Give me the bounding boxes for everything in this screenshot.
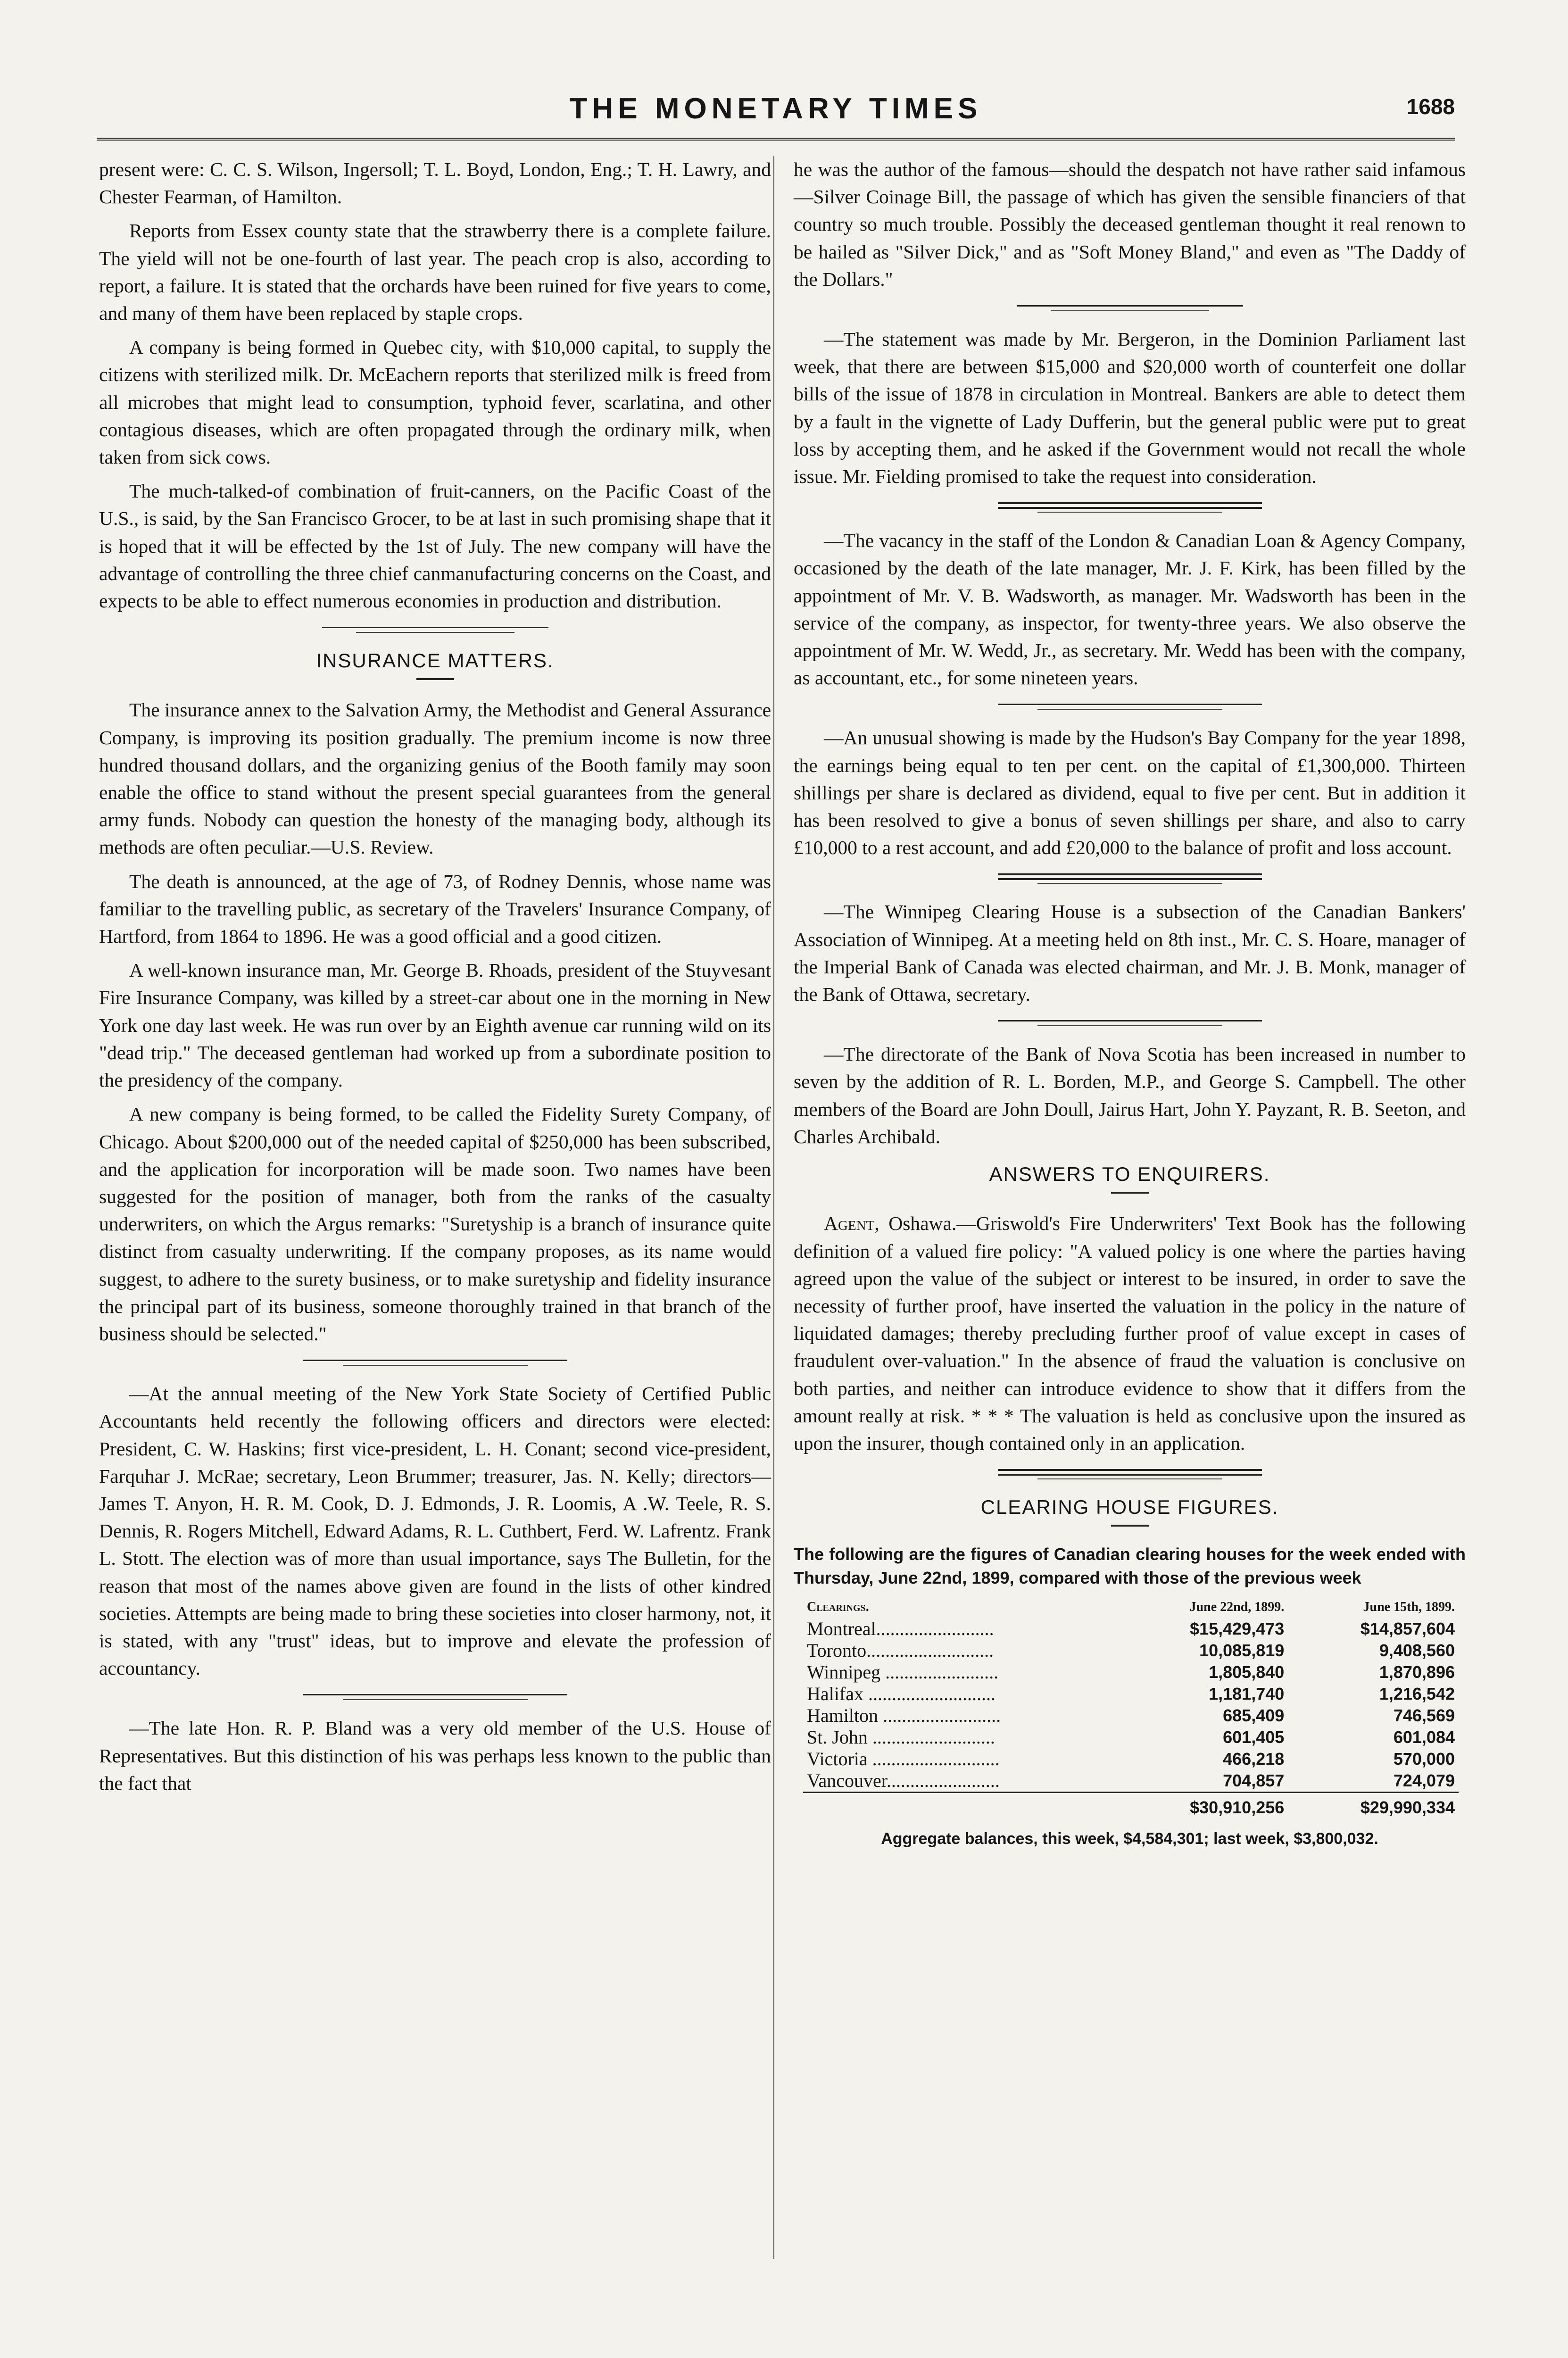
- article-paragraph: A company is being formed in Quebec city, with $10,000 capital, to supply the citizens with sterilized milk. Dr. McEachern reports that sterilized milk is freed from all microbes that might lead to consumption, typhoid fever, scarlatina, and other contagious diseases, which are often propagated through the ordinary milk, when taken from sick cows.: [99, 336, 771, 468]
- article-paragraph: —The late Hon. R. P. Bland was a very old member of the U.S. House of Representatives. But this distinction of his was perhaps less known to the public than the fact that: [99, 1717, 771, 1794]
- publication-title: THE MONETARY TIMES: [569, 92, 982, 125]
- answer-text: , Oshawa.—Griswold's Fire Underwriters' Text Book has the following definition of a valued fire policy: "A valued policy is one where the parties having agreed upon the value of the subject or interest to be insured, in order to save the necessity of further proof, have inserted the valuation in the policy in the nature of liquidated damages; thereby precluding further proof of value except in cases of fraudulent over-valuation." In the absence of fraud the valuation is conclusive on both parties, and neither can introduce evidence to show that it differs from the amount really at risk. * * * The valuation is held as conclusive upon the insured as upon the insurer, though contained only in an application.: [794, 1212, 1466, 1454]
- article-paragraph: A well-known insurance man, Mr. George B. Rhoads, president of the Stuyvesant Fire Insurance Company, was killed by a street-car about one in the morning in New York one day last week. He was run over by an Eighth avenue car running wild on its "dead trip." The deceased gentleman had worked up from a subordinate position to the presidency of the company.: [99, 959, 771, 1091]
- table-row: [803, 1661, 1459, 1683]
- masthead: [97, 83, 1455, 134]
- clearing-intro: The following are the figures of Canadian clearing houses for the week ended with Thursday, June 22nd, 1899, compared with those of the previous week: [794, 1544, 1466, 1588]
- section-separator: [1017, 305, 1243, 311]
- page-number: 1688: [1406, 94, 1455, 119]
- clearing-current: 601,405: [1223, 1727, 1285, 1747]
- clearing-previous: 724,079: [1393, 1771, 1455, 1791]
- clearing-previous: 9,408,560: [1379, 1641, 1455, 1661]
- article-paragraph: he was the author of the famous—should the despatch not have rather said infamous—Silver Coinage Bill, the passage of which has given the sensible financiers of that country so much trouble. Possibly the deceased gentleman thought it real renown to be hailed as "Silver Dick," and as "Soft Money Bland," and even as "The Daddy of the Dollars.": [794, 158, 1466, 290]
- totals-label-cell: [803, 1793, 1118, 1819]
- table-row: [803, 1618, 1459, 1640]
- clearing-current: 10,085,819: [1199, 1641, 1285, 1661]
- totals-row: [803, 1793, 1459, 1819]
- clearing-current: 704,857: [1223, 1771, 1285, 1791]
- section-separator: [998, 704, 1262, 710]
- clearing-col-current: June 22nd, 1899.: [1189, 1600, 1285, 1615]
- right-column: [794, 156, 1466, 1853]
- clearing-current: 1,805,840: [1209, 1662, 1285, 1682]
- clearing-previous: 1,216,542: [1379, 1684, 1455, 1704]
- article-paragraph: —The statement was made by Mr. Bergeron, in the Dominion Parliament last week, that there are between $15,000 and $20,000 worth of counterfeit one dollar bills of the issue of 1878 in circulation in Montreal. Bankers are able to detect them by a fault in the vignette of Lady Dufferin, but the general public were put to great loss by accepting them, and he asked if the Government would not recall the whole issue. Mr. Fielding promised to take the request into consideration.: [794, 328, 1466, 488]
- clearing-table: [803, 1596, 1459, 1818]
- clearing-previous: 1,870,896: [1379, 1662, 1455, 1682]
- city-name: Toronto...........................: [807, 1640, 994, 1661]
- total-previous: $29,990,334: [1288, 1793, 1459, 1819]
- clearing-current: 1,181,740: [1209, 1684, 1285, 1704]
- city-name: Victoria ...........................: [807, 1748, 1000, 1770]
- heading-rule: [1111, 1192, 1149, 1194]
- article-paragraph: —An unusual showing is made by the Hudson's Bay Company for the year 1898, the earnings being equal to ten per cent. on the capital of £1,300,000. Thirteen shillings per share is declared as dividend, equal to five per cent. But in addition it has been resolved to give a bonus of seven shillings per share, and also to carry £10,000 to a rest account, and add £20,000 to the balance of profit and loss account.: [794, 727, 1466, 859]
- city-name: Winnipeg ........................: [807, 1661, 999, 1683]
- article-paragraph: The insurance annex to the Salvation Army, the Methodist and General Assurance Company, is improving its position gradually. The premium income is now three hundred thousand dollars, and the organizing genius of the Booth family may soon enable the office to stand without the present special guarantees from the general army funds. Nobody can question the honesty of the managing body, although its methods are often peculiar.—U.S. Review.: [99, 699, 771, 858]
- section-heading-answers: ANSWERS TO ENQUIRERS.: [989, 1163, 1270, 1186]
- city-name: Hamilton .........................: [807, 1705, 1001, 1727]
- left-column: [99, 156, 771, 1803]
- table-row: [803, 1727, 1459, 1748]
- section-separator: [998, 1020, 1262, 1026]
- aggregate-balances: Aggregate balances, this week, $4,584,301; last week, $3,800,032.: [881, 1830, 1378, 1848]
- clearing-current: 685,409: [1223, 1706, 1285, 1726]
- table-row: [803, 1705, 1459, 1727]
- table-row: [803, 1683, 1459, 1705]
- table-row: [803, 1770, 1459, 1793]
- article-paragraph: —The directorate of the Bank of Nova Scotia has been increased in number to seven by the addition of R. L. Borden, M.P., and George S. Campbell. The other members of the Board are John Doull, Jairus Hart, John Y. Payzant, R. B. Seeton, and Charles Archibald.: [794, 1043, 1466, 1147]
- section-separator: [303, 1360, 567, 1366]
- clearing-previous: 601,084: [1393, 1727, 1455, 1747]
- section-separator: [998, 873, 1262, 884]
- city-name: Halifax ...........................: [807, 1683, 996, 1705]
- column-divider: [773, 156, 774, 2259]
- section-separator: [998, 1469, 1262, 1479]
- article-paragraph: —The Winnipeg Clearing House is a subsection of the Canadian Bankers' Association of Winnipeg. At a meeting held on 8th inst., Mr. C. S. Hoare, manager of the Imperial Bank of Canada was elected chairman, and Mr. J. B. Monk, manager of the Bank of Ottawa, secretary.: [794, 901, 1466, 1005]
- clearing-col-label: Clearings.: [807, 1600, 869, 1615]
- clearing-current: $15,429,473: [1190, 1619, 1285, 1639]
- table-row: [803, 1748, 1459, 1770]
- total-current: $30,910,256: [1118, 1793, 1288, 1819]
- clearing-col-previous: June 15th, 1899.: [1363, 1600, 1455, 1615]
- heading-rule: [416, 678, 454, 680]
- section-heading-clearing: CLEARING HOUSE FIGURES.: [980, 1496, 1279, 1519]
- header-rule: [97, 138, 1455, 141]
- table-row: [803, 1640, 1459, 1661]
- article-paragraph: —The vacancy in the staff of the London & Canadian Loan & Agency Company, occasioned by the death of the late manager, Mr. J. F. Kirk, has been filled by the appointment of Mr. V. B. Wadsworth, as manager. Mr. Wadsworth has been in the service of the company, as inspector, for twenty-three years. We also observe the appointment of Mr. W. Wedd, Jr., as secretary. Mr. Wedd has been with the company, as accountant, etc., for some nineteen years.: [794, 530, 1466, 689]
- section-separator: [303, 1694, 567, 1700]
- section-separator: [322, 627, 548, 633]
- section-heading-insurance: INSURANCE MATTERS.: [316, 649, 554, 672]
- clearing-header-row: [803, 1596, 1459, 1618]
- clearing-current: 466,218: [1223, 1749, 1285, 1769]
- clearing-previous: 746,569: [1393, 1706, 1455, 1726]
- article-paragraph: A new company is being formed, to be called the Fidelity Surety Company, of Chicago. About $200,000 out of the needed capital of $250,000 has been subscribed, and the application for incorporation will be made soon. Two names have been suggested for the position of manager, both from the ranks of the casualty underwriters, on which the Argus remarks: "Suretyship is a branch of insurance quite distinct from casualty underwriting. If the company proposes, as its name would suggest, to adhere to the surety business, or to make suretyship and fidelity insurance the principal part of its business, someone thoroughly trained in that branch of the business should be selected.": [99, 1103, 771, 1345]
- article-paragraph: present were: C. C. S. Wilson, Ingersoll; T. L. Boyd, London, Eng.; T. H. Lawry, and Chester Fearman, of Hamilton.: [99, 158, 771, 208]
- heading-rule: [1111, 1525, 1149, 1527]
- article-paragraph: The death is announced, at the age of 73, of Rodney Dennis, whose name was familiar to the travelling public, as secretary of the Travelers' Insurance Company, of Hartford, from 1864 to 1896. He was a good official and a good citizen.: [99, 870, 771, 947]
- clearing-previous: $14,857,604: [1360, 1619, 1455, 1639]
- article-paragraph: The much-talked-of combination of fruit-canners, on the Pacific Coast of the U.S., is said, by the San Francisco Grocer, to be at last in such promising shape that it is hoped that it will be effected by the 1st of July. The new company will have the advantage of controlling the three chief canmanufacturing concerns on the Coast, and expects to be able to effect numerous economies in production and distribution.: [99, 480, 771, 612]
- article-paragraph: Reports from Essex county state that the strawberry there is a complete failure. The yield will not be one-fourth of last year. The peach crop is also, according to report, a failure. It is stated that the orchards have been ruined for five years to come, and many of them have been replaced by staple crops.: [99, 220, 771, 324]
- clearing-previous: 570,000: [1393, 1749, 1455, 1769]
- article-paragraph: —At the annual meeting of the New York State Society of Certified Public Accountants held recently the following officers and directors were elected: President, C. W. Haskins; first vice-president, L. H. Conant; second vice-president, Farquhar J. McRae; secretary, Leon Brummer; treasurer, Jas. N. Kelly; directors—James T. Anyon, H. R. M. Cook, D. J. Edmonds, J. R. Loomis, A .W. Teele, R. S. Dennis, R. Rogers Mitchell, Edward Adams, R. L. Cuthbert, Ferd. W. Lafrentz. Frank L. Stott. The election was of more than usual importance, says The Bulletin, for the reason that most of the names above given are found in the lists of other kindred societies. Attempts are being made to bring these societies into closer harmony, not, it is stated, with any "trust" ideas, but to improve and elevate the profession of accountancy.: [99, 1383, 771, 1679]
- enquirer-name: Agent: [824, 1212, 875, 1235]
- city-name: Vancouver........................: [807, 1770, 1000, 1792]
- city-name: Montreal.........................: [807, 1618, 994, 1640]
- city-name: St. John ..........................: [807, 1727, 995, 1748]
- article-paragraph: [794, 1210, 1466, 1457]
- section-separator: [998, 502, 1262, 513]
